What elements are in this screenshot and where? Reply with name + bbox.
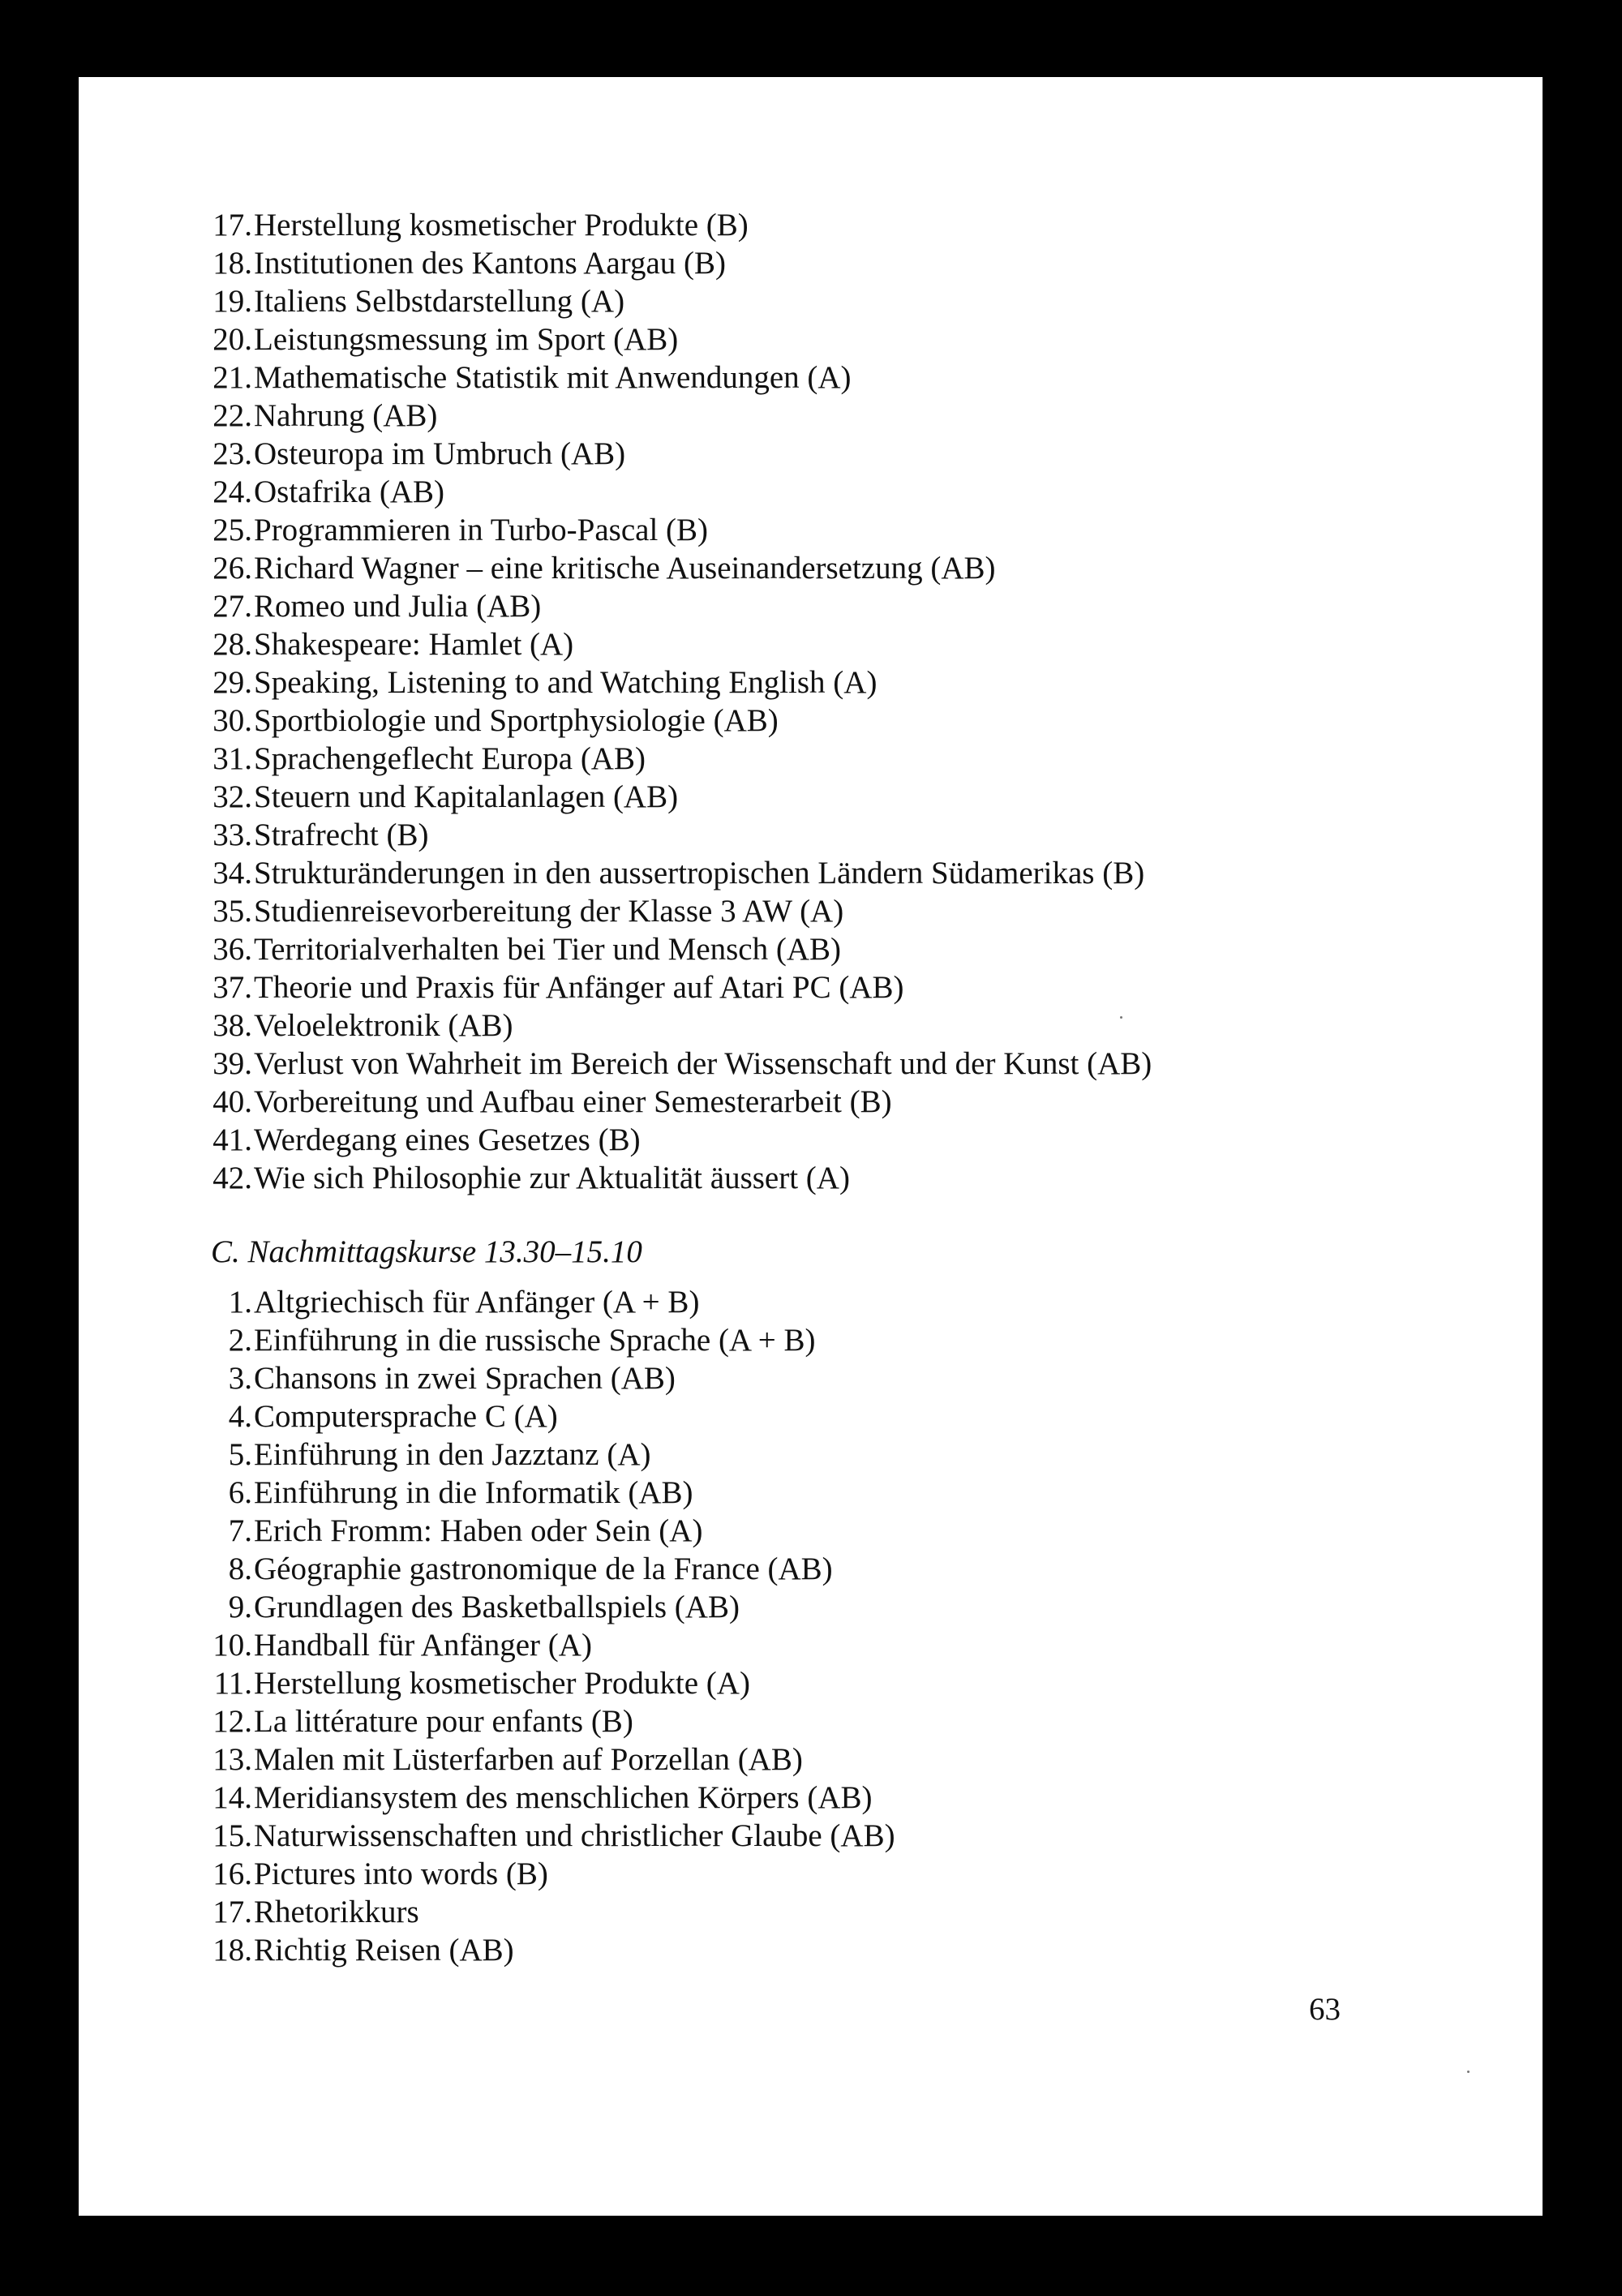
item-number: 28.: [212, 627, 252, 662]
item-title: Werdegang eines Gesetzes (B): [254, 1122, 641, 1157]
item-title: Meridiansystem des menschlichen Körpers (AB): [254, 1780, 873, 1815]
list-item: [79, 282, 1152, 320]
item-number: 16.: [212, 1856, 252, 1891]
item-title: Studienreisevorbereitung der Klasse 3 AW (A): [254, 894, 844, 929]
item-title: Veloelektronik (AB): [254, 1008, 513, 1043]
item-number: 32.: [212, 779, 252, 814]
item-number: 10.: [212, 1628, 252, 1663]
item-number: 21.: [212, 360, 252, 395]
item-title: Theorie und Praxis für Anfänger auf Atari PC (AB): [254, 970, 904, 1005]
item-number: 35.: [212, 894, 252, 929]
item-number: 26.: [212, 551, 252, 586]
item-number: 33.: [212, 818, 252, 852]
item-title: Programmieren in Turbo-Pascal (B): [254, 513, 709, 547]
item-title: Sprachengeflecht Europa (AB): [254, 741, 646, 776]
list-item: [79, 397, 1152, 435]
item-number: 30.: [212, 703, 252, 738]
item-number: 6.: [228, 1475, 252, 1510]
list-item: [79, 549, 1152, 587]
item-number: 14.: [212, 1780, 252, 1815]
list-item: [79, 968, 1152, 1006]
list-item: [79, 663, 1152, 702]
item-number: 7.: [228, 1513, 252, 1548]
list-item: [79, 1626, 895, 1664]
list-item: [79, 1321, 895, 1359]
list-item: [79, 320, 1152, 358]
item-number: 19.: [212, 284, 252, 319]
item-title: Handball für Anfänger (A): [254, 1628, 592, 1663]
item-number: 2.: [228, 1323, 252, 1358]
list-item: [79, 1397, 895, 1436]
list-item: [79, 854, 1152, 892]
item-number: 17.: [212, 208, 252, 242]
list-item: [79, 1436, 895, 1474]
item-number: 36.: [212, 932, 252, 967]
item-title: Ostafrika (AB): [254, 474, 445, 509]
item-number: 11.: [213, 1666, 252, 1701]
item-title: Romeo und Julia (AB): [254, 589, 542, 624]
item-title: Einführung in den Jazztanz (A): [254, 1437, 651, 1472]
page-content: [79, 77, 1543, 2216]
item-number: 15.: [212, 1818, 252, 1853]
item-title: Erich Fromm: Haben oder Sein (A): [254, 1513, 703, 1548]
item-number: 3.: [228, 1361, 252, 1396]
item-number: 5.: [228, 1437, 252, 1472]
list-item: [79, 511, 1152, 549]
list-item: [79, 1702, 895, 1740]
item-title: Speaking, Listening to and Watching English (A): [254, 665, 878, 700]
item-title: Altgriechisch für Anfänger (A + B): [254, 1285, 700, 1320]
list-item: [79, 778, 1152, 816]
list-item: [79, 473, 1152, 511]
list-item: [79, 244, 1152, 282]
item-number: 13.: [212, 1742, 252, 1777]
item-title: Sportbiologie und Sportphysiologie (AB): [254, 703, 779, 738]
section-heading: C. Nachmittagskurse 13.30–15.10: [211, 1234, 642, 1269]
list-item: [79, 1779, 895, 1817]
item-number: 8.: [228, 1551, 252, 1586]
item-number: 42.: [212, 1161, 252, 1195]
list-item: [79, 1359, 895, 1397]
item-number: 29.: [212, 665, 252, 700]
scan-speck: [1120, 1016, 1122, 1019]
item-number: 24.: [212, 474, 252, 509]
scan-speck: [1467, 2071, 1470, 2073]
list-item: [79, 1893, 895, 1931]
item-number: 27.: [212, 589, 252, 624]
item-title: Herstellung kosmetischer Produkte (B): [254, 208, 749, 242]
item-title: Chansons in zwei Sprachen (AB): [254, 1361, 676, 1396]
item-number: 41.: [212, 1122, 252, 1157]
item-number: 23.: [212, 436, 252, 471]
scanned-page: [79, 77, 1543, 2216]
item-title: Nahrung (AB): [254, 398, 438, 433]
item-title: Rhetorikkurs: [254, 1895, 419, 1929]
list-item: [79, 740, 1152, 778]
list-item: [79, 1855, 895, 1893]
list-item: [79, 1512, 895, 1550]
list-item: [79, 1474, 895, 1512]
item-title: Vorbereitung und Aufbau einer Semesterarbeit (B): [254, 1084, 892, 1119]
item-title: Einführung in die russische Sprache (A + B): [254, 1323, 816, 1358]
list-item: [79, 1740, 895, 1779]
item-title: Institutionen des Kantons Aargau (B): [254, 246, 727, 281]
item-number: 38.: [212, 1008, 252, 1043]
item-number: 34.: [212, 856, 252, 891]
list-item: [79, 892, 1152, 930]
item-title: Grundlagen des Basketballspiels (AB): [254, 1590, 740, 1624]
item-title: Verlust von Wahrheit im Bereich der Wissenschaft und der Kunst (AB): [254, 1046, 1152, 1081]
list-item: [79, 1550, 895, 1588]
list-item: [79, 1159, 1152, 1197]
item-title: Strukturänderungen in den aussertropischen Ländern Südamerikas (B): [254, 856, 1145, 891]
course-list-c: [79, 1283, 895, 1969]
item-title: La littérature pour enfants (B): [254, 1704, 633, 1739]
course-list-b-continued: [79, 206, 1152, 1197]
item-number: 4.: [228, 1399, 252, 1434]
item-number: 40.: [212, 1084, 252, 1119]
item-title: Territorialverhalten bei Tier und Mensch (AB): [254, 932, 842, 967]
list-item: [79, 930, 1152, 968]
item-title: Pictures into words (B): [254, 1856, 548, 1891]
item-number: 37.: [212, 970, 252, 1005]
item-title: Leistungsmessung im Sport (AB): [254, 322, 679, 357]
item-title: Shakespeare: Hamlet (A): [254, 627, 574, 662]
list-item: [79, 1283, 895, 1321]
list-item: [79, 206, 1152, 244]
item-number: 25.: [212, 513, 252, 547]
item-title: Mathematische Statistik mit Anwendungen (A): [254, 360, 852, 395]
list-item: [79, 1588, 895, 1626]
item-number: 18.: [212, 246, 252, 281]
item-title: Italiens Selbstdarstellung (A): [254, 284, 625, 319]
item-number: 31.: [212, 741, 252, 776]
list-item: [79, 816, 1152, 854]
item-number: 9.: [228, 1590, 252, 1624]
item-title: Steuern und Kapitalanlagen (AB): [254, 779, 679, 814]
list-item: [79, 587, 1152, 625]
item-number: 12.: [212, 1704, 252, 1739]
item-number: 17.: [212, 1895, 252, 1929]
item-title: Osteuropa im Umbruch (AB): [254, 436, 626, 471]
item-title: Richard Wagner – eine kritische Auseinandersetzung (AB): [254, 551, 996, 586]
list-item: [79, 1083, 1152, 1121]
item-title: Naturwissenschaften und christlicher Glaube (AB): [254, 1818, 895, 1853]
list-item: [79, 625, 1152, 663]
item-title: Géographie gastronomique de la France (AB): [254, 1551, 833, 1586]
list-item: [79, 1121, 1152, 1159]
list-item: [79, 358, 1152, 397]
item-number: 18.: [212, 1933, 252, 1968]
list-item: [79, 435, 1152, 473]
list-item: [79, 1006, 1152, 1045]
list-item: [79, 702, 1152, 740]
item-number: 20.: [212, 322, 252, 357]
item-title: Herstellung kosmetischer Produkte (A): [254, 1666, 750, 1701]
list-item: [79, 1045, 1152, 1083]
item-number: 1.: [228, 1285, 252, 1320]
item-number: 39.: [212, 1046, 252, 1081]
item-title: Computersprache C (A): [254, 1399, 558, 1434]
item-title: Wie sich Philosophie zur Aktualität äussert (A): [254, 1161, 850, 1195]
item-title: Malen mit Lüsterfarben auf Porzellan (AB): [254, 1742, 803, 1777]
list-item: [79, 1664, 895, 1702]
page-number: 63: [1309, 1992, 1341, 2027]
item-number: 22.: [212, 398, 252, 433]
item-title: Strafrecht (B): [254, 818, 429, 852]
list-item: [79, 1817, 895, 1855]
list-item: [79, 1931, 895, 1969]
item-title: Richtig Reisen (AB): [254, 1933, 514, 1968]
item-title: Einführung in die Informatik (AB): [254, 1475, 693, 1510]
